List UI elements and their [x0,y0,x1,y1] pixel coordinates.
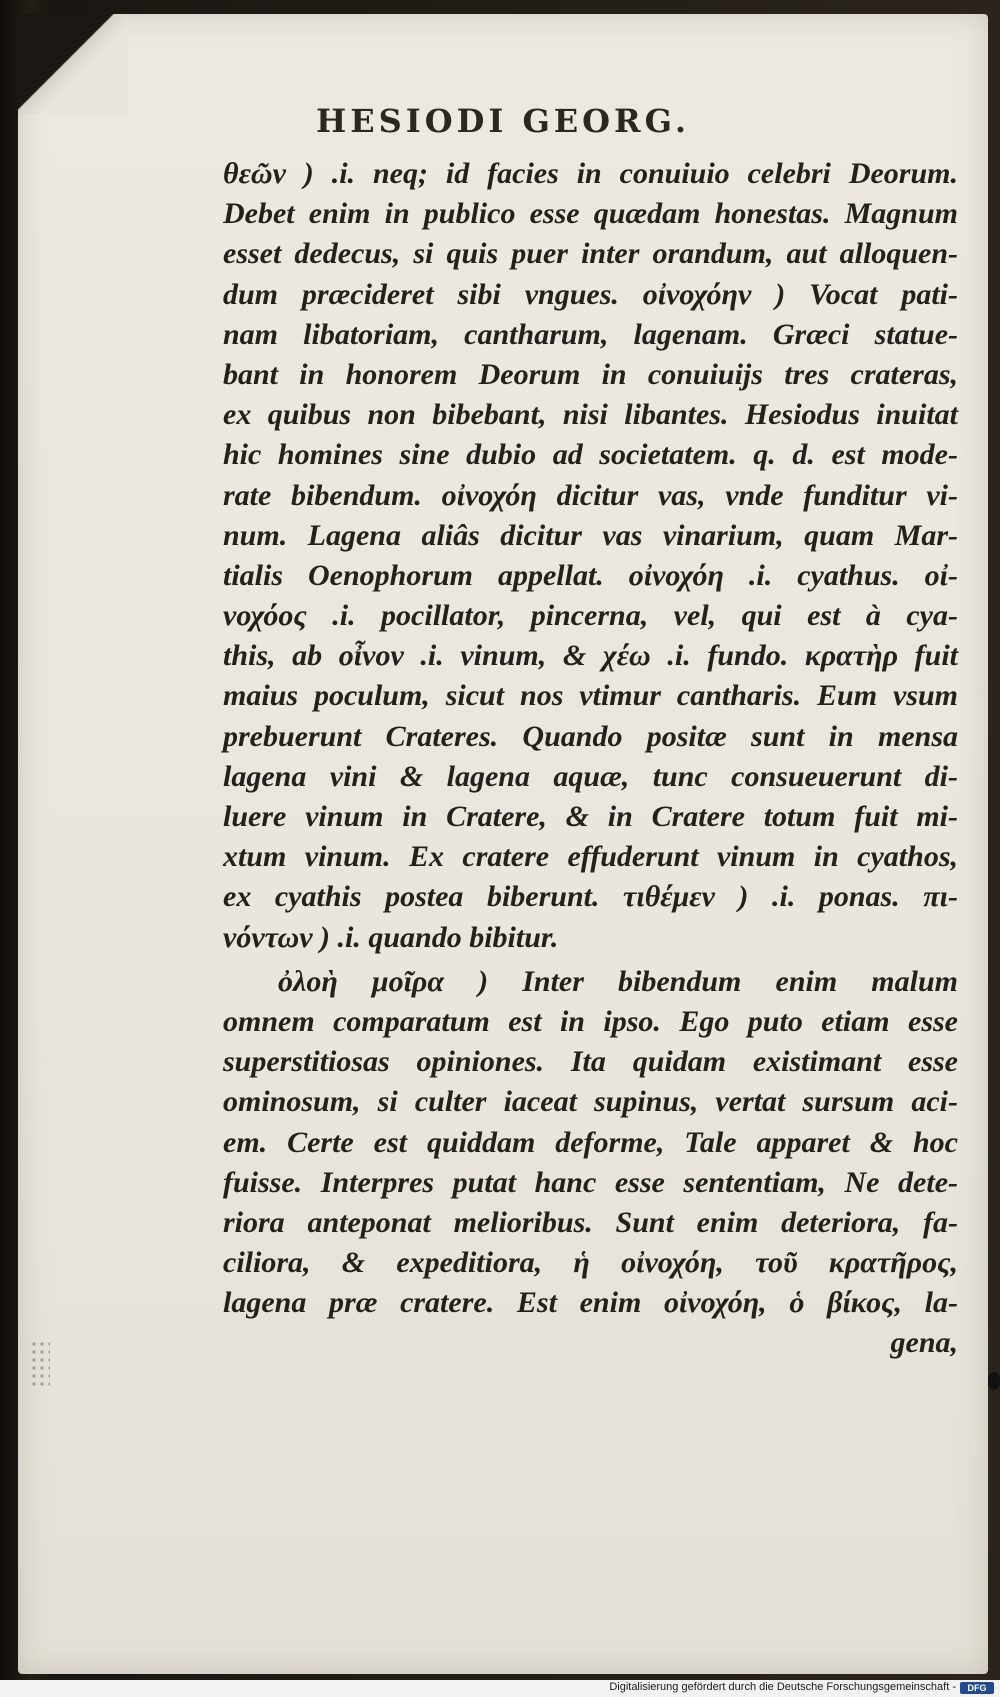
text-line: dum præcideret sibi vngues. οἰνοχόην ) Vocat pati- [223,277,958,311]
text-line: hic homines sine dubio ad societatem. q. d. est mode- [223,438,958,472]
text-line: nam libatoriam, cantharum, lagenam. Græci statue- [223,317,958,351]
text-line: ex quibus non bibebant, nisi libantes. Hesiodus inuitat [223,398,958,432]
text-line: ciliora, & expeditiora, ἡ οἰνοχόη, τοῦ κρατῆρος, [223,1246,958,1280]
margin-dots [30,1340,50,1390]
text-line: tialis Oenophorum appellat. οἰνοχόη .i. cyathus. οἰ- [223,558,958,592]
text-line: xtum vinum. Ex cratere effuderunt vinum in cyathos, [223,840,958,874]
text-line: maius poculum, sicut nos vtimur cantharis. Eum vsum [223,679,958,713]
footer-credit: Digitalisierung gefördert durch die Deutsche Forschungsgemeinschaft - [609,1681,956,1693]
body-text [223,154,958,1364]
page-corner-fold [18,14,128,114]
text-line: θεῶν ) .i. neq; id facies in conuiuio celebri Deorum. [223,157,958,190]
edge-mark [988,1372,1000,1390]
text-line: gena, [890,1326,958,1360]
text-line: νοχόος .i. pocillator, pincerna, vel, qui est à cya- [223,599,958,633]
text-line: luere vinum in Cratere, & in Cratere totum fuit mi- [223,800,958,833]
book-page [18,14,988,1674]
text-line: esset dedecus, si quis puer inter orandum, aut alloquen- [223,237,958,271]
text-line: prebuerunt Crateres. Quando positæ sunt in mensa [223,719,958,753]
text-line: ominosum, si culter iaceat supinus, vertat sursum aci- [223,1085,958,1119]
dfg-logo: DFG [960,1682,994,1694]
text-line: riora anteponat melioribus. Sunt enim deteriora, fa- [223,1205,958,1239]
text-line: bant in honorem Deorum in conuiuijs tres crateras, [223,357,958,391]
text-line: ὀλοὴ μοῖρα ) Inter bibendum enim malum [278,964,958,998]
text-line: em. Certe est quiddam deforme, Tale apparet & hoc [223,1125,958,1159]
text-line: lagena vini & lagena aquæ, tunc consueuerunt di- [223,759,958,793]
digitization-footer [0,1680,1000,1697]
text-line: num. Lagena aliâs dicitur vas vinarium, quam Mar- [223,518,958,552]
text-line: this, ab οἶνον .i. vinum, & χέω .i. fundo. κρατὴρ fuit [223,639,958,673]
text-line: omnem comparatum est in ipso. Ego puto etiam esse [223,1004,958,1038]
text-line: νόντων ) .i. quando bibitur. [223,920,559,954]
text-line: fuisse. Interpres putat hanc esse sententiam, Ne dete- [223,1165,958,1199]
running-header: HESIODI GEORG. [316,102,690,140]
text-line: ex cyathis postea biberunt. τιθέμεν ) .i. ponas. πι- [223,880,958,914]
text-line: Debet enim in publico esse quædam honestas. Magnum [223,197,958,231]
text-line: rate bibendum. οἰνοχόη dicitur vas, vnde funditur vi- [223,478,958,512]
text-line: superstitiosas opiniones. Ita quidam existimant esse [223,1045,958,1079]
text-line: lagena præ cratere. Est enim οἰνοχόη, ὁ βίκος, la- [223,1286,958,1320]
